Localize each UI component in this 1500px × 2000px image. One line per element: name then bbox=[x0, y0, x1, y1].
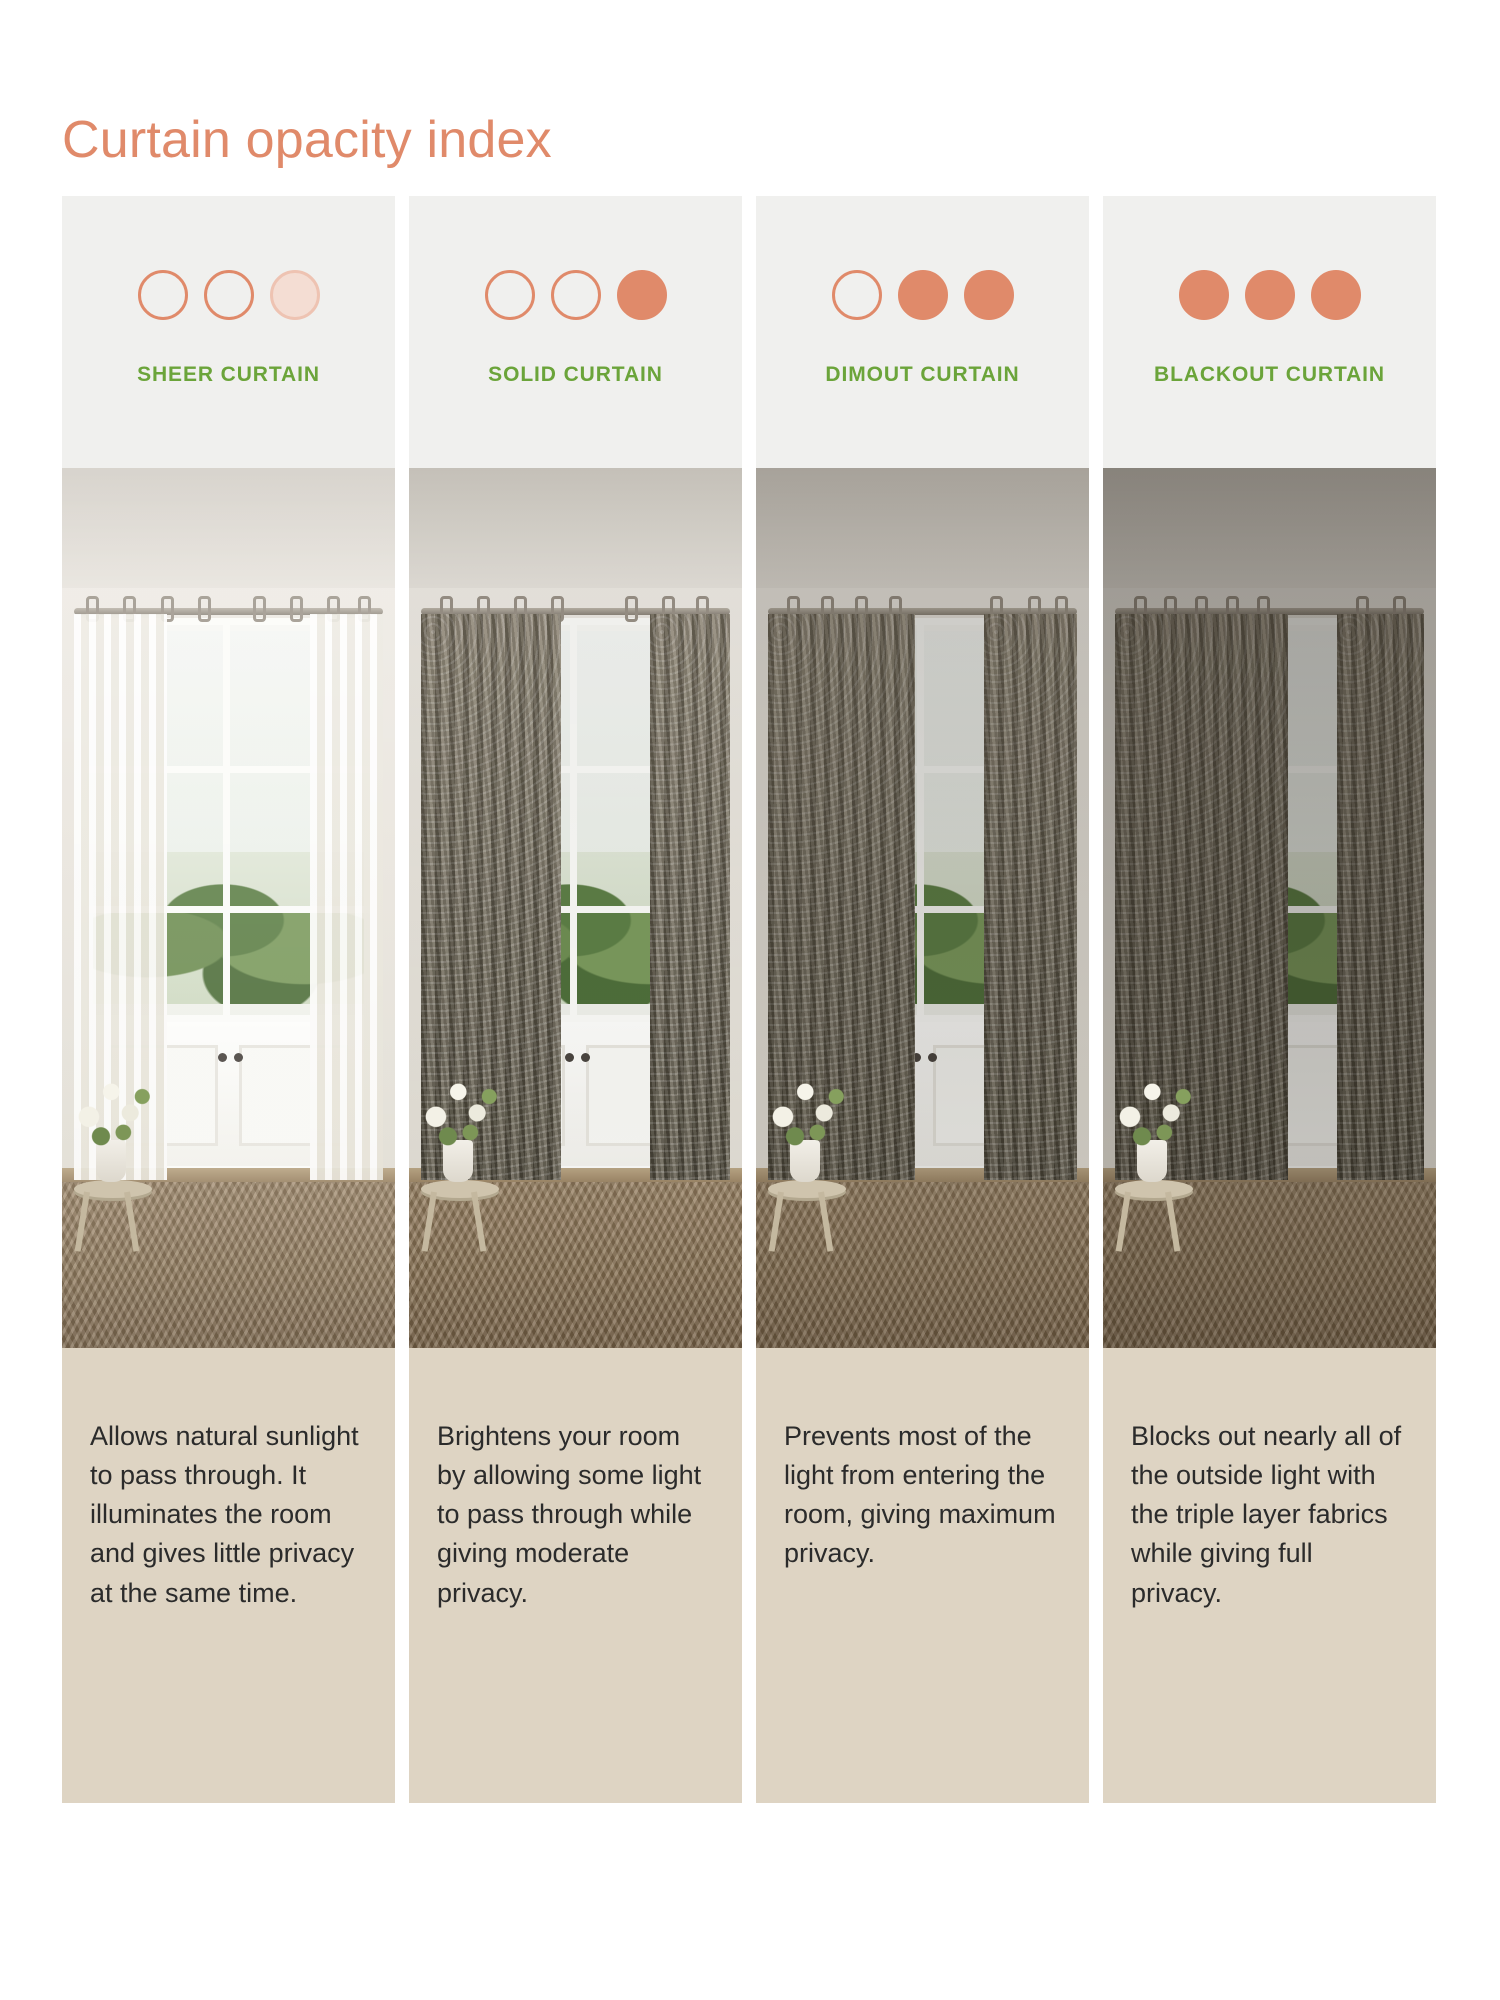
column-dimout-curtain bbox=[756, 196, 1089, 1803]
header-card-solid bbox=[409, 196, 742, 468]
column-solid-curtain bbox=[409, 196, 742, 1803]
caption-card-sheer bbox=[62, 1348, 395, 1803]
curtain-photo-solid bbox=[409, 468, 742, 1348]
opacity-dots-dimout bbox=[756, 270, 1089, 320]
opacity-dot-1-icon bbox=[138, 270, 188, 320]
opacity-dot-1-icon bbox=[832, 270, 882, 320]
curtain-photo-sheer bbox=[62, 468, 395, 1348]
opacity-dot-2-icon bbox=[551, 270, 601, 320]
caption-card-blackout bbox=[1103, 1348, 1436, 1803]
curtain-type-label-sheer: SHEER CURTAIN bbox=[137, 363, 320, 386]
header-card-blackout bbox=[1103, 196, 1436, 468]
curtain-photo-dimout bbox=[756, 468, 1089, 1348]
curtain-type-label-blackout: BLACKOUT CURTAIN bbox=[1154, 363, 1385, 386]
column-blackout-curtain bbox=[1103, 196, 1436, 1803]
opacity-dot-2-icon bbox=[1245, 270, 1295, 320]
opacity-dot-3-icon bbox=[270, 270, 320, 320]
opacity-dot-1-icon bbox=[485, 270, 535, 320]
caption-text-sheer: Allows natural sunlight to pass through. It illuminates the room and gives little privacy at the same time. bbox=[90, 1421, 359, 1608]
opacity-dots-solid bbox=[409, 270, 742, 320]
opacity-dots-blackout bbox=[1103, 270, 1436, 320]
curtain-photo-blackout bbox=[1103, 468, 1436, 1348]
curtain-type-label-solid: SOLID CURTAIN bbox=[488, 363, 663, 386]
opacity-dot-2-icon bbox=[898, 270, 948, 320]
curtain-type-label-dimout: DIMOUT CURTAIN bbox=[825, 363, 1020, 386]
page-title: Curtain opacity index bbox=[62, 110, 552, 169]
opacity-dot-3-icon bbox=[1311, 270, 1361, 320]
opacity-dot-3-icon bbox=[617, 270, 667, 320]
header-card-dimout bbox=[756, 196, 1089, 468]
column-sheer-curtain bbox=[62, 196, 395, 1803]
caption-text-blackout: Blocks out nearly all of the outside light with the triple layer fabrics while giving full privacy. bbox=[1131, 1421, 1402, 1608]
opacity-dots-sheer bbox=[62, 270, 395, 320]
caption-text-solid: Brightens your room by allowing some light to pass through while giving moderate privacy. bbox=[437, 1421, 702, 1608]
opacity-dot-3-icon bbox=[964, 270, 1014, 320]
caption-text-dimout: Prevents most of the light from entering the room, giving maximum privacy. bbox=[784, 1421, 1056, 1569]
header-card-sheer bbox=[62, 196, 395, 468]
caption-card-dimout bbox=[756, 1348, 1089, 1803]
opacity-dot-1-icon bbox=[1179, 270, 1229, 320]
opacity-dot-2-icon bbox=[204, 270, 254, 320]
opacity-columns-grid bbox=[62, 196, 1438, 1803]
caption-card-solid bbox=[409, 1348, 742, 1803]
